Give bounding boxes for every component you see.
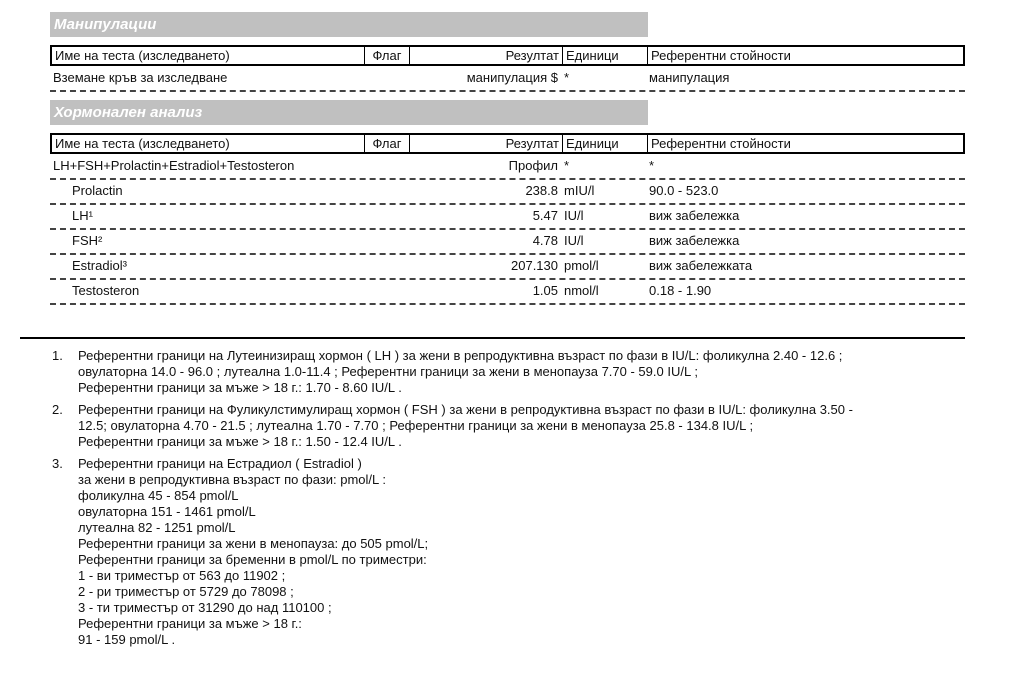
cell-name: FSH² xyxy=(72,233,103,248)
table-row xyxy=(50,67,965,92)
cell-units: IU/l xyxy=(564,233,584,248)
cell-ref: 0.18 - 1.90 xyxy=(649,283,712,298)
table-row xyxy=(50,255,965,280)
col-name: Име на теста (изследването) xyxy=(52,135,365,152)
footnote-number: 1. xyxy=(52,348,63,363)
cell-result: манипулация $ xyxy=(466,70,558,85)
table-row xyxy=(50,155,965,180)
cell-flag xyxy=(363,205,408,228)
footnote-number: 2. xyxy=(52,402,63,417)
table-row xyxy=(50,230,965,255)
cell-flag xyxy=(363,67,408,90)
cell-ref: * xyxy=(649,158,655,173)
footnote-line: овулаторна 14.0 - 96.0 ; лутеална 1.0-11.4 ; Референтни граници за жени в менопауза 7.70 - 59.0 IU/L ; xyxy=(78,364,698,379)
footnote-number: 3. xyxy=(52,456,63,471)
col-name: Име на теста (изследването) xyxy=(52,47,365,64)
cell-result: 207.130 xyxy=(511,258,558,273)
divider xyxy=(20,337,965,339)
cell-flag xyxy=(363,180,408,203)
cell-flag xyxy=(363,255,408,278)
footnote xyxy=(52,402,972,450)
footnote-line: Референтни граници за бременни в pmol/L по триместри: xyxy=(78,552,427,567)
section-title-hormones: Хормонален анализ xyxy=(50,100,648,125)
col-units: Единици xyxy=(563,135,648,152)
footnote-line: Референтни граници за жени в менопауза: до 505 pmol/L; xyxy=(78,536,429,551)
footnote-line: Референтни граници за мъже > 18 г.: 1.50 - 12.4 IU/L . xyxy=(78,434,402,449)
cell-ref: манипулация xyxy=(649,70,730,85)
footnote-line: 2 - ри триместър от 5729 до 78098 ; xyxy=(78,584,294,599)
footnote-line: 3 - ти триместър от 31290 до над 110100 ; xyxy=(78,600,332,615)
table-header xyxy=(50,45,965,66)
col-flag: Флаг xyxy=(365,135,410,152)
cell-name: Prolactin xyxy=(72,183,123,198)
table-row xyxy=(50,180,965,205)
cell-ref: виж забележка xyxy=(649,208,740,223)
footnote-line: за жени в репродуктивна възраст по фази: pmol/L : xyxy=(78,472,386,487)
cell-ref: виж забележка xyxy=(649,233,740,248)
footnote-line: Референтни граници на Естрадиол ( Estradiol ) xyxy=(78,456,362,471)
footnote-line: Референтни граници за мъже > 18 г.: 1.70 - 8.60 IU/L . xyxy=(78,380,402,395)
footnote-line: овулаторна 151 - 1461 pmol/L xyxy=(78,504,256,519)
cell-units: * xyxy=(564,70,570,85)
col-result: Резултат xyxy=(410,47,563,64)
cell-result: 5.47 xyxy=(532,208,558,223)
footnote-line: 91 - 159 pmol/L . xyxy=(78,632,176,647)
col-ref: Референтни стойности xyxy=(651,48,791,63)
table-header xyxy=(50,133,965,154)
table-row xyxy=(50,205,965,230)
table-row xyxy=(50,280,965,305)
cell-name: LH¹ xyxy=(72,208,93,223)
cell-name: Testosteron xyxy=(72,283,140,298)
col-result: Резултат xyxy=(410,135,563,152)
cell-flag xyxy=(363,155,408,178)
cell-name: Estradiol³ xyxy=(72,258,127,273)
cell-units: mIU/l xyxy=(564,183,595,198)
cell-name: Вземане кръв за изследване xyxy=(53,70,228,85)
footnote-line: фоликулна 45 - 854 pmol/L xyxy=(78,488,239,503)
col-flag: Флаг xyxy=(365,47,410,64)
cell-name: LH+FSH+Prolactin+Estradiol+Testosteron xyxy=(53,158,295,173)
footnote-line: Референтни граници за мъже > 18 г.: xyxy=(78,616,302,631)
cell-result: 1.05 xyxy=(532,283,558,298)
cell-ref: 90.0 - 523.0 xyxy=(649,183,719,198)
cell-result: Профил xyxy=(508,158,558,173)
cell-result: 238.8 xyxy=(525,183,558,198)
footnote-line: 12.5; овулаторна 4.70 - 21.5 ; лутеална 1.70 - 7.70 ; Референтни граници за жени в менопауза 25.8 - 134.8 IU/L ; xyxy=(78,418,754,433)
footnotes xyxy=(52,348,972,654)
footnote-line: Референтни граници на Фуликулстимулиращ хормон ( FSH ) за жени в репродуктивна възраст по фази в IU/L: фоликулна 3.50 - xyxy=(78,402,853,417)
cell-units: * xyxy=(564,158,570,173)
cell-units: IU/l xyxy=(564,208,584,223)
footnote xyxy=(52,456,972,648)
cell-units: pmol/l xyxy=(564,258,599,273)
col-ref: Референтни стойности xyxy=(651,136,791,151)
cell-units: nmol/l xyxy=(564,283,599,298)
cell-flag xyxy=(363,280,408,303)
footnote-line: лутеална 82 - 1251 pmol/L xyxy=(78,520,236,535)
col-units: Единици xyxy=(563,47,648,64)
cell-result: 4.78 xyxy=(532,233,558,248)
section-title-manipulations: Манипулации xyxy=(50,12,648,37)
footnote-line: Референтни граници на Лутеинизиращ хормон ( LH ) за жени в репродуктивна възраст по фази в IU/L: фоликулна 2.40 - 12.6 ; xyxy=(78,348,843,363)
footnote-line: 1 - ви триместър от 563 до 11902 ; xyxy=(78,568,286,583)
cell-ref: виж забележката xyxy=(649,258,753,273)
cell-flag xyxy=(363,230,408,253)
footnote xyxy=(52,348,972,396)
